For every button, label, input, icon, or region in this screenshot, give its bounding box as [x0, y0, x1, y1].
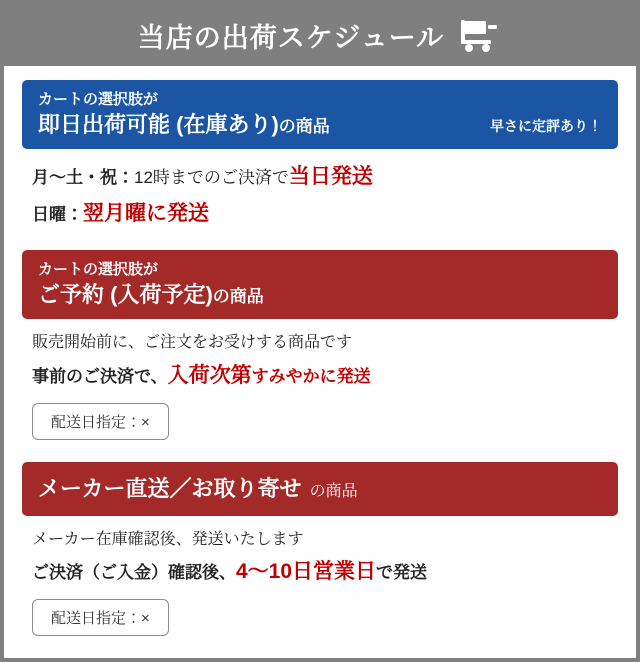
banner-small-line: カートの選択肢が	[38, 261, 159, 279]
detail-part-label: 月〜土・祝：	[32, 168, 134, 188]
detail-part-text: 販売開始前に、ご注文をお受けする商品です	[32, 334, 353, 352]
detail-part-label: ご決済（ご入金）確認後、	[32, 563, 236, 583]
banner-note: 早さに定評あり！	[490, 118, 602, 135]
detail-direct-shipping	[22, 516, 618, 642]
detail-row	[32, 556, 610, 589]
banner-large-line	[38, 280, 602, 310]
banner-small-line: カートの選択肢が	[38, 91, 159, 108]
detail-part-emphasis: 入荷次第	[167, 364, 252, 388]
banner-large-text: ご予約 (入荷予定)	[38, 281, 213, 307]
banner-large-text: メーカー直送／お取り寄せ	[38, 475, 302, 501]
detail-part-text: で発送	[376, 563, 428, 583]
detail-row	[32, 528, 610, 553]
detail-part-label: 日曜：	[32, 204, 83, 224]
detail-in-stock	[22, 149, 618, 240]
banner-large-suffix: の商品	[212, 286, 264, 306]
section-banner-direct-shipping	[22, 462, 618, 516]
section-banner-reservation	[22, 250, 618, 319]
banner-large-suffix: の商品	[309, 482, 358, 500]
banner-large-suffix: の商品	[278, 116, 330, 136]
delivery-date-pill: 配送日指定：×	[32, 599, 169, 636]
page-header	[4, 4, 636, 66]
detail-row	[32, 331, 610, 356]
detail-row	[32, 198, 610, 231]
page-title: 当店の出荷スケジュール	[137, 22, 445, 53]
section-banner-in-stock	[22, 80, 618, 149]
page-content	[4, 66, 636, 642]
hand-truck-icon	[458, 18, 502, 52]
detail-part-emphasis: 翌月曜に発送	[83, 201, 209, 225]
detail-part-text: 12時までのご決済で	[134, 168, 289, 188]
detail-part-emphasis: 当日発送	[288, 165, 373, 189]
delivery-date-pill: 配送日指定：×	[32, 403, 169, 440]
detail-reservation	[22, 319, 618, 445]
detail-part-label: 事前のご決済で、	[32, 367, 168, 387]
detail-row	[32, 360, 610, 393]
detail-part-text: メーカー在庫確認後、発送いたします	[32, 530, 304, 548]
detail-part-emphasis-small: すみやかに発送	[251, 367, 371, 387]
detail-part-emphasis: 4〜10日営業日	[236, 560, 377, 584]
detail-row	[32, 161, 610, 194]
banner-large-text: 即日出荷可能 (在庫あり)	[38, 111, 279, 137]
